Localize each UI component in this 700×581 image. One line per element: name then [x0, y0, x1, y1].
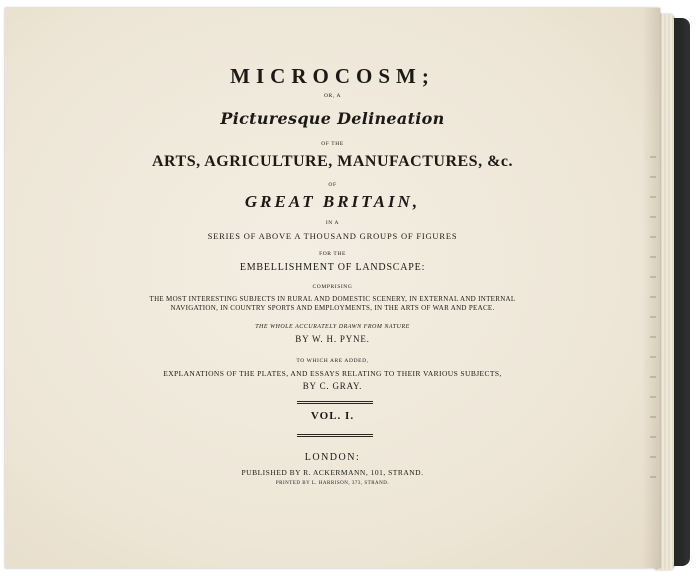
series-line: SERIES OF ABOVE A THOUSAND GROUPS OF FIGURES [207, 231, 458, 241]
added-line: TO WHICH ARE ADDED, [296, 358, 369, 364]
for-the-line: FOR THE [319, 251, 346, 257]
of-line: OF [328, 182, 337, 188]
accurately-line: THE WHOLE ACCURATELY DRAWN FROM NATURE [255, 324, 410, 330]
in-a-line: IN A [325, 220, 340, 226]
description-line-1: THE MOST INTERESTING SUBJECTS IN RURAL AND DOMESTIC SCENERY, IN EXTERNAL AND INTERNAL [149, 295, 516, 303]
of-the-line: OF THE [321, 141, 344, 147]
author-line: BY W. H. PYNE. [295, 334, 370, 344]
book-title: MICROCOSM; [230, 64, 435, 88]
country-line: GREAT BRITAIN, [244, 192, 421, 211]
volume-label: VOL. I. [310, 410, 355, 422]
description-line-2: NAVIGATION, IN COUNTRY SPORTS AND EMPLOYMENTS, IN THE ARTS OF WAR AND PEACE. [170, 304, 495, 312]
printer-line: PRINTED BY L. HARRISON, 373, STRAND. [275, 481, 390, 486]
title-page [5, 8, 660, 568]
or-line: OR, A [323, 93, 342, 99]
essayist-line: BY C. GRAY. [302, 381, 363, 391]
comprising-line: COMPRISING [312, 284, 353, 290]
embellishment-line: EMBELLISHMENT OF LANDSCAPE: [239, 262, 426, 273]
subtitle: Picturesque Delineation [220, 109, 445, 128]
subjects-line: ARTS, AGRICULTURE, MANUFACTURES, &c. [151, 153, 514, 170]
city-line: LONDON: [304, 452, 361, 463]
explanations-line: EXPLANATIONS OF THE PLATES, AND ESSAYS RELATING TO THEIR VARIOUS SUBJECTS, [163, 369, 502, 378]
publisher-line: PUBLISHED BY R. ACKERMANN, 101, STRAND. [241, 468, 424, 477]
